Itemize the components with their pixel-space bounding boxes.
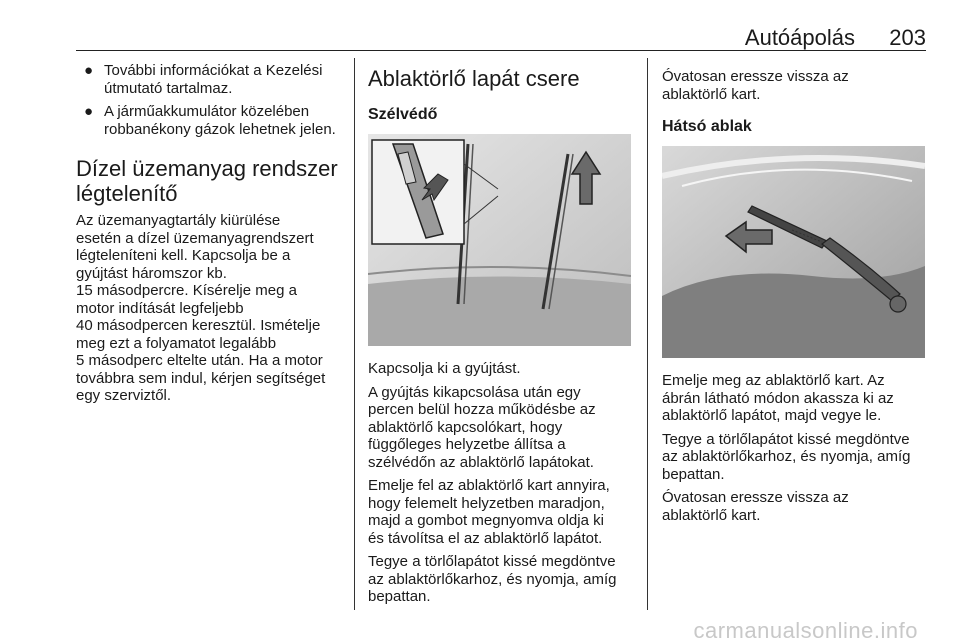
windscreen-instructions bbox=[368, 360, 636, 606]
bullet-icon: ● bbox=[84, 103, 94, 120]
column-3 bbox=[662, 62, 930, 530]
page-number: 203 bbox=[889, 25, 926, 50]
subheading-windscreen: Szélvédő bbox=[368, 106, 438, 123]
column-divider-1 bbox=[354, 58, 355, 610]
diesel-paragraph: Az üzemanyagtartály kiürülése esetén a dízel üzemanyagrendszert légteleníteni kell. Kapcsolja be a gyújtást háromszor kb. 15 másodpercre. Kísérelje meg a motor indítását legfeljebb 40 másodpercen keresztül. Ismételje meg ezt a folyamatot legalább 5 másodperc eltelte után. Ha a motor továbbra sem indul, kérjen segítséget egy szerviztől. bbox=[76, 212, 326, 404]
rear-wiper-drawing bbox=[662, 146, 925, 358]
column-divider-2 bbox=[647, 58, 648, 610]
chapter-title: Autóápolás bbox=[744, 25, 855, 50]
watermark: carmanualsonline.info bbox=[693, 618, 918, 643]
intro-paragraph: Óvatosan eressze vissza az ablaktörlő kart. bbox=[662, 68, 849, 103]
instruction-3: Emelje fel az ablaktörlő kart annyira, hogy felemelt helyzetben maradjon, majd a gombot megnyomva oldja ki és távolítsa el az ablaktörlő lapátot. bbox=[368, 477, 610, 547]
instruction-2: A gyújtás kikapcsolása után egy percen belül hozza működésbe az ablaktörlő kapcsolókart, hogy függőleges helyzetbe állítsa a szélvédőn az ablaktörlő lapátokat. bbox=[368, 383, 596, 471]
bullet-list bbox=[76, 62, 344, 138]
windscreen-wiper-drawing bbox=[368, 134, 631, 346]
list-item bbox=[76, 62, 344, 97]
section-heading-wiper: Ablaktörlő lapát csere bbox=[368, 66, 580, 91]
column-2 bbox=[368, 62, 636, 612]
bullet-icon: ● bbox=[84, 62, 94, 79]
page-header bbox=[0, 0, 960, 52]
subheading-rear-window: Hátsó ablak bbox=[662, 118, 752, 135]
section-heading-diesel: Dízel üzemanyag rendszer légtelenítő bbox=[76, 156, 338, 206]
bullet-text: A járműakkumulátor közelében robbanékony gázok lehetnek jelen. bbox=[104, 103, 336, 138]
windscreen-wiper-illustration bbox=[368, 134, 631, 346]
instruction-1: Kapcsolja ki a gyújtást. bbox=[368, 360, 521, 377]
rear-instructions bbox=[662, 372, 930, 524]
rear-wiper-illustration bbox=[662, 146, 925, 358]
list-item bbox=[76, 103, 344, 138]
instruction-4: Tegye a törlőlapátot kissé megdöntve az ablaktörlőkarhoz, és nyomja, amíg bepattan. bbox=[368, 553, 617, 605]
instruction-1: Emelje meg az ablaktörlő kart. Az ábrán látható módon akassza ki az ablaktörlő lapátot, majd vegye le. bbox=[662, 372, 894, 424]
instruction-2: Tegye a törlőlapátot kissé megdöntve az ablaktörlőkarhoz, és nyomja, amíg bepattan. bbox=[662, 430, 911, 483]
header-divider bbox=[76, 50, 926, 51]
instruction-3: Óvatosan eressze vissza az ablaktörlő kart. bbox=[662, 489, 849, 524]
column-1 bbox=[76, 62, 344, 411]
bullet-text: További információkat a Kezelési útmutató tartalmaz. bbox=[104, 62, 323, 97]
